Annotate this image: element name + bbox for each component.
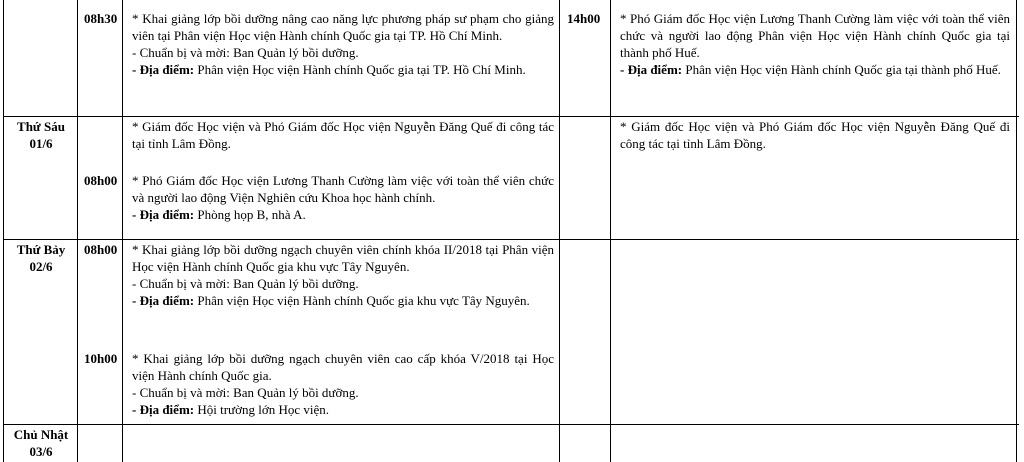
col-divider xyxy=(122,0,123,462)
location-line xyxy=(132,206,554,223)
day-name: Chủ Nhật xyxy=(13,427,69,442)
time-label: 08h30 xyxy=(84,11,118,26)
event-cell xyxy=(132,118,554,152)
event-text: * Khai giảng lớp bồi dưỡng ngạch chuyên viên chính khóa II/2018 tại Phân viện Học viện Hành chính Quốc gia khu vực Tây Nguyên. xyxy=(132,242,554,274)
event-cell xyxy=(132,172,554,223)
time-label: 08h00 xyxy=(84,173,118,188)
row-divider xyxy=(3,116,1019,117)
prep-text: - Chuẩn bị và mời: Ban Quản lý bồi dưỡng. xyxy=(132,276,359,291)
table-border-left xyxy=(3,0,4,462)
day-cell xyxy=(5,426,77,460)
event-cell xyxy=(132,10,554,78)
time-label: 14h00 xyxy=(567,11,601,26)
location-line xyxy=(132,292,554,309)
prep-text: - Chuẩn bị và mời: Ban Quản lý bồi dưỡng. xyxy=(132,45,359,60)
event-cell xyxy=(132,241,554,309)
location-line xyxy=(132,401,554,418)
day-date: 03/6 xyxy=(29,444,53,459)
event-cell xyxy=(620,118,1010,152)
day-date: 01/6 xyxy=(29,136,53,151)
location-line xyxy=(620,61,1010,78)
location-line xyxy=(132,61,554,78)
location-text: Phòng họp B, nhà A. xyxy=(197,207,306,222)
event-text: * Phó Giám đốc Học viện Lương Thanh Cường làm việc với toàn thể viên chức và người lao động Phân viện Học viện Hành chính Quốc gia tại thành phố Huế. xyxy=(620,11,1010,60)
day-cell xyxy=(5,118,77,152)
location-label: - Địa điểm: xyxy=(132,207,195,222)
col-divider xyxy=(559,0,560,462)
prep-text: - Chuẩn bị và mời: Ban Quản lý bồi dưỡng. xyxy=(132,385,359,400)
schedule-table xyxy=(3,0,1019,462)
table-border-right xyxy=(1016,0,1017,462)
day-name: Thứ Bảy xyxy=(16,242,66,257)
location-label: - Địa điểm: xyxy=(132,62,195,77)
time-label: 10h00 xyxy=(84,351,118,366)
event-text: * Phó Giám đốc Học viện Lương Thanh Cường làm việc với toàn thể viên chức và người lao động Viện Nghiên cứu Khoa học hành chính. xyxy=(132,173,554,205)
location-text: Phân viện Học viện Hành chính Quốc gia tại TP. Hồ Chí Minh. xyxy=(197,62,526,77)
location-text: Phân viện Học viện Hành chính Quốc gia khu vực Tây Nguyên. xyxy=(197,293,530,308)
location-text: Hội trường lớn Học viện. xyxy=(197,402,329,417)
location-label: - Địa điểm: xyxy=(132,293,195,308)
col-divider xyxy=(610,0,611,462)
event-text: * Khai giảng lớp bồi dưỡng nâng cao năng lực phương pháp sư phạm cho giảng viên tại Phân viện Học viện Hành chính Quốc gia tại TP. Hồ Chí Minh. xyxy=(132,11,554,43)
location-text: Phân viện Học viện Hành chính Quốc gia tại thành phố Huế. xyxy=(685,62,1001,77)
day-name: Thứ Sáu xyxy=(17,119,65,134)
row-divider xyxy=(3,424,1019,425)
col-divider xyxy=(77,0,78,462)
event-cell xyxy=(132,350,554,418)
row-divider xyxy=(3,239,1019,240)
day-cell xyxy=(5,241,77,275)
location-label: - Địa điểm: xyxy=(620,62,683,77)
event-text: * Giám đốc Học viện và Phó Giám đốc Học viện Nguyễn Đăng Quế đi công tác tại tỉnh Lâm Đồng. xyxy=(620,119,1010,151)
event-text: * Giám đốc Học viện và Phó Giám đốc Học viện Nguyễn Đăng Quế đi công tác tại tỉnh Lâm Đồng. xyxy=(132,119,554,151)
time-label: 08h00 xyxy=(84,242,118,257)
location-label: - Địa điểm: xyxy=(132,402,195,417)
day-date: 02/6 xyxy=(29,259,53,274)
event-cell xyxy=(620,10,1010,78)
event-text: * Khai giảng lớp bồi dưỡng ngạch chuyên viên cao cấp khóa V/2018 tại Học viện Hành chính Quốc gia. xyxy=(132,351,554,383)
